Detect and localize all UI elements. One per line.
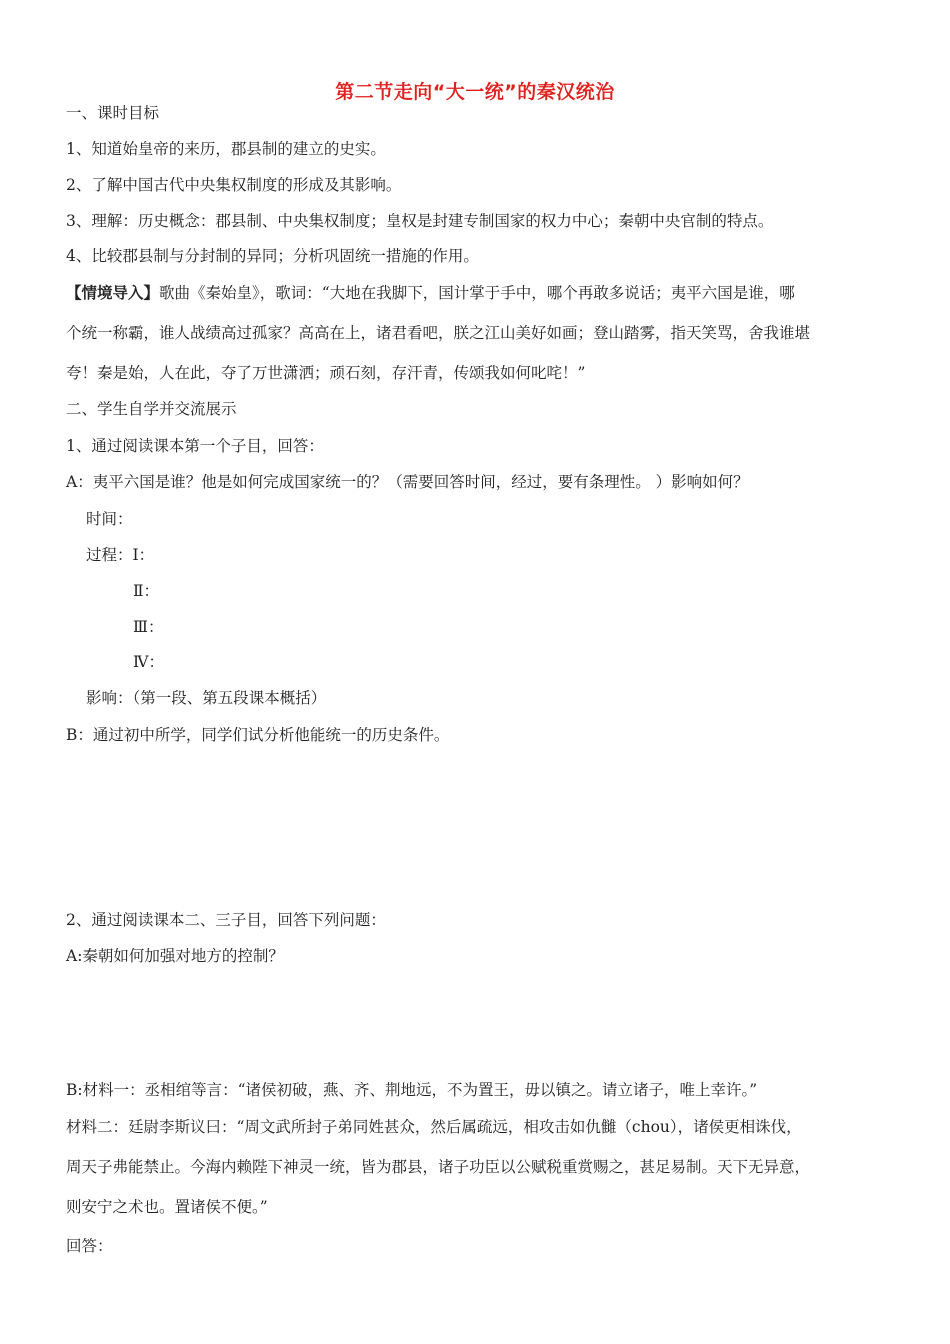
question-1: 1、通过阅读课本第一个子目，回答： (66, 437, 324, 455)
process-step: Ⅲ： (133, 618, 164, 636)
question-2a: A:秦朝如何加强对地方的控制？ (66, 947, 284, 965)
goal-item: 1、知道始皇帝的来历，郡县制的建立的史实。 (66, 140, 386, 158)
process-step: Ⅳ： (133, 653, 164, 671)
time-label: 时间： (86, 510, 133, 528)
question-1a: A：夷平六国是谁？他是如何完成国家统一的？（需要回答时间，经过，要有条理性。 ）影响如何？ (66, 473, 749, 491)
intro-label: 【情境导入】 (66, 283, 160, 302)
goal-item: 3、理解：历史概念：郡县制、中央集权制度；皇权是封建专制国家的权力中心；秦朝中央官制的特点。 (66, 212, 774, 230)
process-label: 过程：Ⅰ： (86, 546, 155, 564)
question-2b-material-1: B:材料一：丞相绾等言：“诸侯初破，燕、齐、荆地远，不为置王，毋以镇之。请立诸子，唯上幸许。” (66, 1081, 758, 1099)
process-step: Ⅱ： (133, 582, 160, 600)
material-2-line: 则安宁之术也。置诸侯不便。” (66, 1198, 268, 1216)
intro-paragraph-line: 夸！秦是始，人在此，夺了万世潇洒；顽石刻，存汗青，传颂我如何叱咤！” (66, 364, 586, 382)
question-1b: B：通过初中所学，同学们试分析他能统一的历史条件。 (66, 726, 450, 744)
answer-label: 回答： (66, 1237, 113, 1255)
intro-paragraph-line: 个统一称霸，谁人战绩高过孤家？高高在上，诸君看吧，朕之江山美好如画；登山踏雾，指天笑骂，舍我谁堪 (66, 324, 811, 342)
intro-paragraph-line (66, 283, 795, 303)
material-2-line: 材料二：廷尉李斯议曰：“周文武所封子弟同姓甚众，然后属疏远，相攻击如仇雠（chou），诸侯更相诛伐， (66, 1118, 802, 1136)
impact-label: 影响：（第一段、第五段课本概括） (86, 689, 327, 707)
goal-item: 2、了解中国古代中央集权制度的形成及其影响。 (66, 176, 402, 194)
section-heading-selfstudy: 二、学生自学并交流展示 (66, 400, 237, 418)
goal-item: 4、比较郡县制与分封制的异同；分析巩固统一措施的作用。 (66, 247, 479, 265)
intro-text: 歌曲《秦始皇》，歌词：“大地在我脚下，国计掌于手中，哪个再敢多说话；夷平六国是谁，哪 (159, 284, 795, 302)
question-2: 2、通过阅读课本二、三子目，回答下列问题： (66, 911, 386, 929)
material-2-line: 周天子弗能禁止。今海内赖陛下神灵一统，皆为郡县，诸子功臣以公赋税重赏赐之，甚足易制。天下无异意， (66, 1158, 811, 1176)
section-heading-goals: 一、课时目标 (66, 104, 160, 122)
document-title: 第二节走向“大一统”的秦汉统治 (335, 81, 615, 103)
